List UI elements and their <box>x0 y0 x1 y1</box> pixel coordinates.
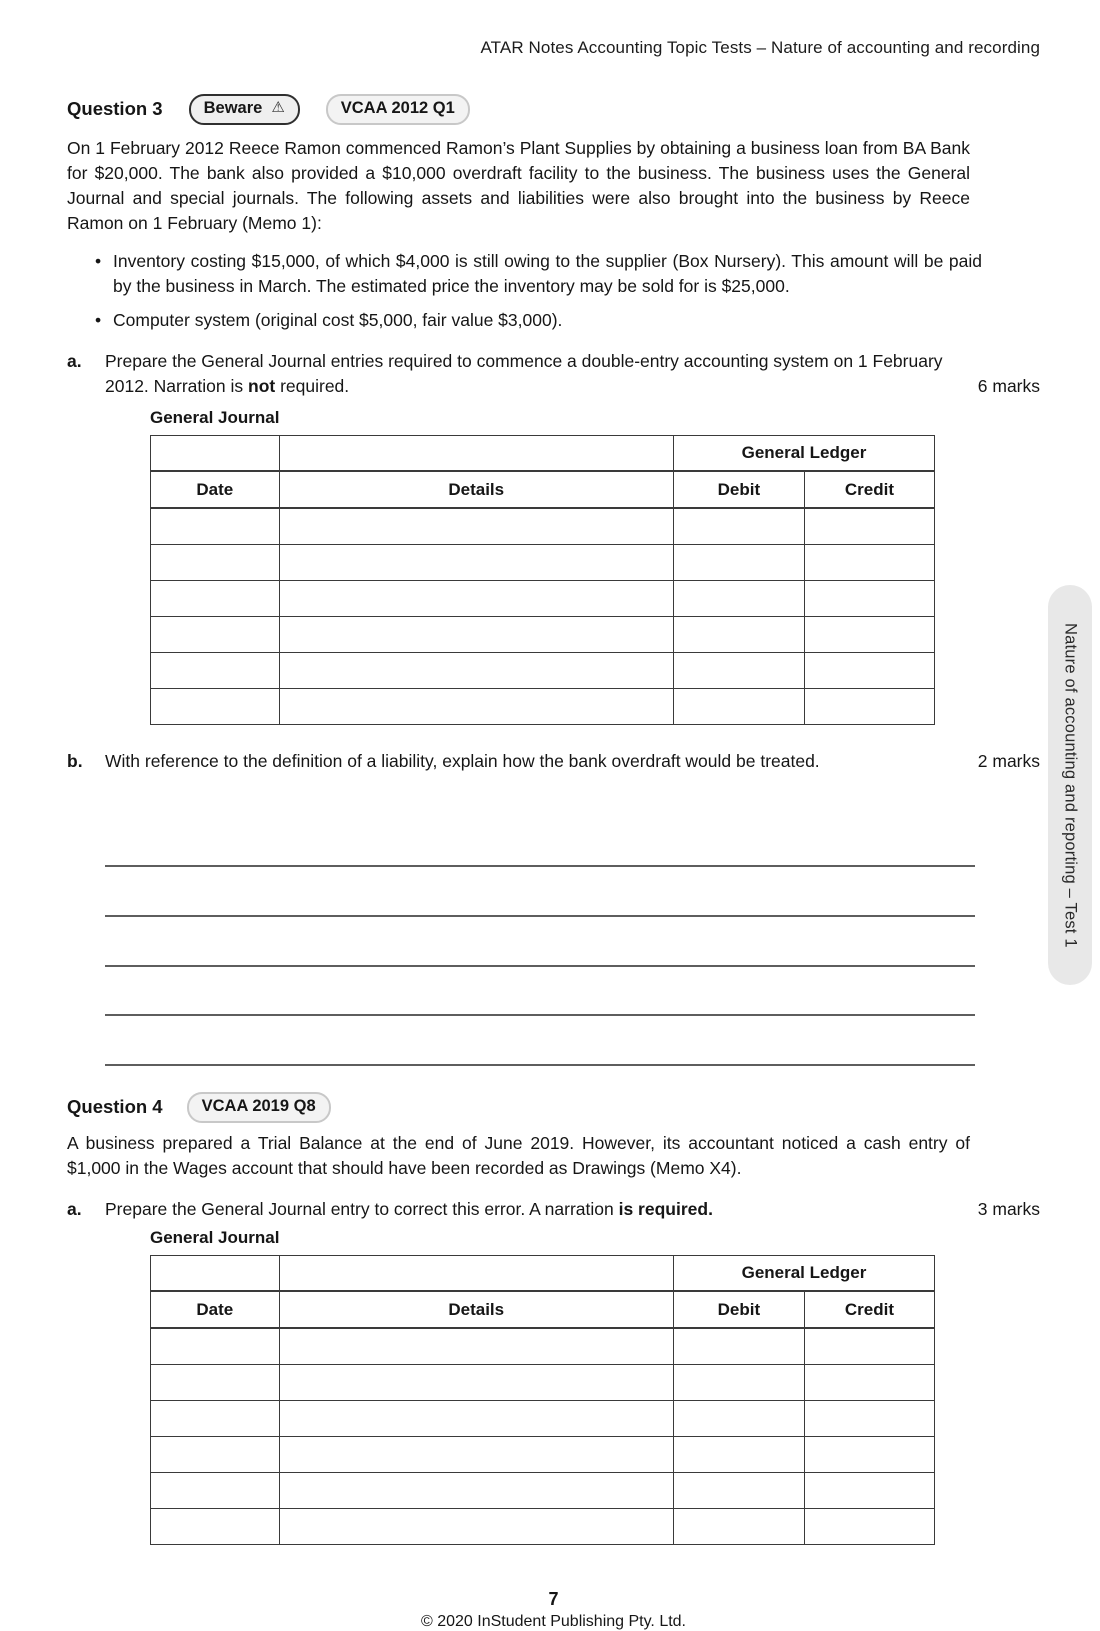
copyright-notice: © 2020 InStudent Publishing Pty. Ltd. <box>421 1612 686 1630</box>
journal-empty-cell <box>804 1400 934 1436</box>
journal-empty-cell <box>673 1436 804 1472</box>
answer-line <box>105 917 975 967</box>
journal-empty-cell <box>279 435 673 471</box>
journal-empty-cell <box>279 508 673 544</box>
journal-empty-cell <box>279 1328 673 1364</box>
question3-source-badge <box>326 94 470 125</box>
journal-empty-row <box>151 652 935 688</box>
question3-part-b <box>67 749 1040 774</box>
journal-empty-cell <box>279 1400 673 1436</box>
journal-empty-cell <box>279 1472 673 1508</box>
part-b-label: b. <box>67 750 83 771</box>
column-header-details: Details <box>279 1291 673 1328</box>
journal-empty-cell <box>673 688 804 724</box>
question4-source-label: VCAA 2019 Q8 <box>201 1096 316 1115</box>
journal-empty-row <box>151 544 935 580</box>
general-journal-table-q3 <box>150 435 935 725</box>
journal-empty-cell <box>151 688 280 724</box>
question4-title: Question 4 <box>67 1096 163 1118</box>
question3-title: Question 3 <box>67 98 163 120</box>
journal-empty-cell <box>151 544 280 580</box>
journal-empty-row <box>151 1364 935 1400</box>
journal-empty-cell <box>673 508 804 544</box>
page-number: 7 <box>548 1588 559 1609</box>
journal-empty-cell <box>804 580 934 616</box>
column-header-debit: Debit <box>673 471 804 508</box>
journal-empty-cell <box>673 616 804 652</box>
column-header-debit: Debit <box>673 1291 804 1328</box>
journal-table-title: General Journal <box>150 1227 280 1247</box>
journal-empty-cell <box>673 1364 804 1400</box>
journal-group-header-row <box>151 435 935 471</box>
journal-empty-row <box>151 1472 935 1508</box>
answer-line <box>105 818 975 868</box>
journal-empty-cell <box>151 580 280 616</box>
journal-empty-cell <box>151 1508 280 1544</box>
part-a-text <box>105 349 968 399</box>
journal-empty-cell <box>804 1472 934 1508</box>
question3-heading <box>67 94 1040 125</box>
column-header-details: Details <box>279 471 673 508</box>
journal-empty-row <box>151 1508 935 1544</box>
answer-line <box>105 867 975 917</box>
question3-intro: On 1 February 2012 Reece Ramon commenced Ramon’s Plant Supplies by obtaining a business loan from BA Bank for $20,000. The bank also provided a $10,000 overdraft facility to the business. The business uses the General Journal and special journals. The following assets and liabilities were also brought into the business by Reece Ramon on 1 February (Memo 1): <box>67 137 970 233</box>
question3-source-label: VCAA 2012 Q1 <box>340 99 455 117</box>
part-a-text-bold: is required. <box>618 1198 713 1219</box>
question3-bullets <box>67 249 1040 333</box>
journal-empty-cell <box>279 1508 673 1544</box>
part-a-text-bold: not <box>248 375 276 396</box>
journal-empty-cell <box>151 1472 280 1508</box>
journal-table-title: General Journal <box>150 407 280 427</box>
journal-columns-row <box>151 1291 935 1328</box>
answer-line <box>105 1016 975 1066</box>
journal-empty-row <box>151 616 935 652</box>
journal-empty-cell <box>673 1400 804 1436</box>
journal-empty-cell <box>151 435 280 471</box>
journal-empty-cell <box>673 1328 804 1364</box>
general-ledger-header: General Ledger <box>673 1255 934 1291</box>
journal-empty-cell <box>279 652 673 688</box>
journal-empty-cell <box>673 1472 804 1508</box>
part-a-text-prefix: Prepare the General Journal entry to correct this error. A narration <box>105 1198 619 1219</box>
bullet-item: • Inventory costing $15,000, of which $4,000 is still owing to the supplier (Box Nursery). This amount will be paid by the business in March. The estimated price the inventory may be sold for is $25,000. <box>67 249 982 299</box>
beware-badge <box>189 94 300 125</box>
journal-empty-cell <box>151 1255 280 1291</box>
journal-group-header-row <box>151 1255 935 1291</box>
column-header-credit: Credit <box>804 471 934 508</box>
question4-intro: A business prepared a Trial Balance at the end of June 2019. However, its accountant noticed a cash entry of $1,000 in the Wages account that should have been recorded as Drawings (Memo X4). <box>67 1132 970 1178</box>
journal-empty-cell <box>804 688 934 724</box>
general-journal-table-q4 <box>150 1255 935 1545</box>
journal-empty-cell <box>279 580 673 616</box>
running-header: ATAR Notes Accounting Topic Tests – Nature of accounting and recording <box>480 38 1040 57</box>
journal-empty-cell <box>804 616 934 652</box>
journal-empty-cell <box>151 1400 280 1436</box>
journal-empty-row <box>151 580 935 616</box>
part-a-label: a. <box>67 350 82 371</box>
journal-empty-cell <box>151 1364 280 1400</box>
journal-empty-cell <box>804 1508 934 1544</box>
journal-empty-cell <box>279 1255 673 1291</box>
journal-empty-cell <box>279 1436 673 1472</box>
column-header-credit: Credit <box>804 1291 934 1328</box>
journal-empty-cell <box>151 652 280 688</box>
part-a-text-suffix: required. <box>275 375 350 396</box>
journal-empty-cell <box>151 508 280 544</box>
question3-part-a <box>67 349 1040 399</box>
warning-icon: ⚠ <box>271 98 285 116</box>
journal-empty-cell <box>673 580 804 616</box>
general-ledger-header: General Ledger <box>673 435 934 471</box>
journal-empty-cell <box>804 508 934 544</box>
journal-empty-cell <box>673 1508 804 1544</box>
question4-heading <box>67 1092 1040 1123</box>
part-a-marks: 6 marks <box>977 375 1040 396</box>
journal-empty-row <box>151 1400 935 1436</box>
journal-empty-row <box>151 1328 935 1364</box>
section-side-tab-label: Nature of accounting and reporting – Test 1 <box>1061 622 1080 948</box>
journal-empty-cell <box>151 616 280 652</box>
part-b-marks: 2 marks <box>977 750 1040 771</box>
journal-empty-row <box>151 688 935 724</box>
part-a-label: a. <box>67 1198 82 1219</box>
journal-empty-cell <box>804 544 934 580</box>
page-footer <box>67 1589 1040 1631</box>
part-a-marks: 3 marks <box>977 1198 1040 1219</box>
journal-empty-cell <box>804 1364 934 1400</box>
journal-empty-cell <box>804 1436 934 1472</box>
part-b-answer-lines <box>105 818 975 1066</box>
journal-empty-cell <box>279 1364 673 1400</box>
journal-empty-cell <box>279 616 673 652</box>
journal-empty-cell <box>804 652 934 688</box>
journal-empty-cell <box>804 1328 934 1364</box>
part-a-text <box>105 1197 968 1222</box>
journal-empty-cell <box>151 1328 280 1364</box>
journal-empty-cell <box>673 544 804 580</box>
journal-empty-row <box>151 1436 935 1472</box>
answer-line <box>105 967 975 1017</box>
section-side-tab <box>1048 585 1092 985</box>
beware-badge-label: Beware <box>203 99 263 117</box>
journal-columns-row <box>151 471 935 508</box>
question4-part-a <box>67 1197 1040 1222</box>
part-a-text-prefix: Prepare the General Journal entries required to commence a double-entry accounting system on 1 February 2012. Narration is <box>105 350 943 396</box>
journal-empty-cell <box>279 688 673 724</box>
journal-empty-row <box>151 508 935 544</box>
journal-empty-cell <box>151 1436 280 1472</box>
column-header-date: Date <box>151 471 280 508</box>
journal-empty-cell <box>673 652 804 688</box>
column-header-date: Date <box>151 1291 280 1328</box>
bullet-item: • Computer system (original cost $5,000, fair value $3,000). <box>67 308 982 333</box>
part-b-text: With reference to the definition of a liability, explain how the bank overdraft would be treated. <box>105 750 820 771</box>
journal-empty-cell <box>279 544 673 580</box>
question4-source-badge <box>187 1092 331 1123</box>
